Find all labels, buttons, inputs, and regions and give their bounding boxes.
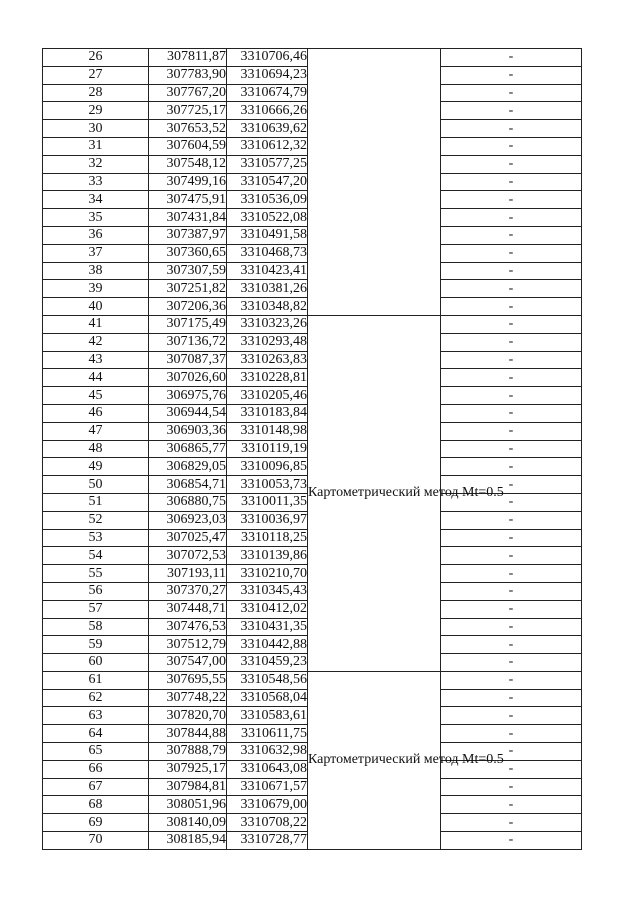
x-coordinate-cell: 306854,71	[149, 476, 227, 494]
coordinates-table	[42, 48, 582, 850]
point-number-cell: 33	[43, 173, 149, 191]
accuracy-cell: -	[441, 155, 582, 173]
point-number-cell: 57	[43, 600, 149, 618]
y-coordinate-cell: 3310442,88	[227, 636, 308, 654]
point-number-cell: 30	[43, 120, 149, 138]
x-coordinate-cell: 307175,49	[149, 315, 227, 333]
y-coordinate-cell: 3310728,77	[227, 832, 308, 850]
y-coordinate-cell: 3310548,56	[227, 671, 308, 689]
table-row	[43, 671, 582, 689]
point-number-cell: 45	[43, 387, 149, 405]
x-coordinate-cell: 307307,59	[149, 262, 227, 280]
x-coordinate-cell: 306903,36	[149, 422, 227, 440]
accuracy-cell: -	[441, 369, 582, 387]
x-coordinate-cell: 306944,54	[149, 404, 227, 422]
y-coordinate-cell: 3310412,02	[227, 600, 308, 618]
table-row	[43, 49, 582, 67]
x-coordinate-cell: 307811,87	[149, 49, 227, 67]
y-coordinate-cell: 3310577,25	[227, 155, 308, 173]
x-coordinate-cell: 307087,37	[149, 351, 227, 369]
point-number-cell: 48	[43, 440, 149, 458]
y-coordinate-cell: 3310293,48	[227, 333, 308, 351]
x-coordinate-cell: 307026,60	[149, 369, 227, 387]
point-number-cell: 34	[43, 191, 149, 209]
x-coordinate-cell: 307360,65	[149, 244, 227, 262]
y-coordinate-cell: 3310671,57	[227, 778, 308, 796]
x-coordinate-cell: 307695,55	[149, 671, 227, 689]
x-coordinate-cell: 307653,52	[149, 120, 227, 138]
point-number-cell: 26	[43, 49, 149, 67]
accuracy-cell: -	[441, 84, 582, 102]
y-coordinate-cell: 3310632,98	[227, 743, 308, 761]
accuracy-cell: -	[441, 547, 582, 565]
y-coordinate-cell: 3310345,43	[227, 582, 308, 600]
x-coordinate-cell: 307387,97	[149, 226, 227, 244]
x-coordinate-cell: 307844,88	[149, 725, 227, 743]
x-coordinate-cell: 306865,77	[149, 440, 227, 458]
point-number-cell: 31	[43, 137, 149, 155]
point-number-cell: 29	[43, 102, 149, 120]
x-coordinate-cell: 307025,47	[149, 529, 227, 547]
point-number-cell: 63	[43, 707, 149, 725]
y-coordinate-cell: 3310263,83	[227, 351, 308, 369]
accuracy-cell: -	[441, 760, 582, 778]
x-coordinate-cell: 306829,05	[149, 458, 227, 476]
point-number-cell: 28	[43, 84, 149, 102]
x-coordinate-cell: 306975,76	[149, 387, 227, 405]
table-row	[43, 315, 582, 333]
y-coordinate-cell: 3310210,70	[227, 565, 308, 583]
x-coordinate-cell: 307251,82	[149, 280, 227, 298]
x-coordinate-cell: 306923,03	[149, 511, 227, 529]
accuracy-cell: -	[441, 387, 582, 405]
y-coordinate-cell: 3310674,79	[227, 84, 308, 102]
point-number-cell: 35	[43, 209, 149, 227]
accuracy-cell: -	[441, 226, 582, 244]
x-coordinate-cell: 307548,12	[149, 155, 227, 173]
accuracy-cell: -	[441, 707, 582, 725]
y-coordinate-cell: 3310053,73	[227, 476, 308, 494]
accuracy-cell: -	[441, 511, 582, 529]
y-coordinate-cell: 3310431,35	[227, 618, 308, 636]
y-coordinate-cell: 3310583,61	[227, 707, 308, 725]
point-number-cell: 46	[43, 404, 149, 422]
x-coordinate-cell: 308051,96	[149, 796, 227, 814]
point-number-cell: 58	[43, 618, 149, 636]
accuracy-cell: -	[441, 636, 582, 654]
x-coordinate-cell: 307206,36	[149, 298, 227, 316]
y-coordinate-cell: 3310011,35	[227, 493, 308, 511]
accuracy-cell: -	[441, 280, 582, 298]
x-coordinate-cell: 307475,91	[149, 191, 227, 209]
y-coordinate-cell: 3310118,25	[227, 529, 308, 547]
point-number-cell: 43	[43, 351, 149, 369]
x-coordinate-cell: 307193,11	[149, 565, 227, 583]
x-coordinate-cell: 307512,79	[149, 636, 227, 654]
accuracy-cell: -	[441, 493, 582, 511]
y-coordinate-cell: 3310639,62	[227, 120, 308, 138]
x-coordinate-cell: 307725,17	[149, 102, 227, 120]
accuracy-cell: -	[441, 600, 582, 618]
point-number-cell: 41	[43, 315, 149, 333]
x-coordinate-cell: 307820,70	[149, 707, 227, 725]
point-number-cell: 62	[43, 689, 149, 707]
x-coordinate-cell: 307370,27	[149, 582, 227, 600]
accuracy-cell: -	[441, 743, 582, 761]
y-coordinate-cell: 3310183,84	[227, 404, 308, 422]
point-number-cell: 51	[43, 493, 149, 511]
x-coordinate-cell: 307136,72	[149, 333, 227, 351]
accuracy-cell: -	[441, 654, 582, 672]
point-number-cell: 65	[43, 743, 149, 761]
y-coordinate-cell: 3310706,46	[227, 49, 308, 67]
point-number-cell: 56	[43, 582, 149, 600]
accuracy-cell: -	[441, 796, 582, 814]
x-coordinate-cell: 307984,81	[149, 778, 227, 796]
point-number-cell: 47	[43, 422, 149, 440]
y-coordinate-cell: 3310459,23	[227, 654, 308, 672]
accuracy-cell: -	[441, 66, 582, 84]
point-number-cell: 52	[43, 511, 149, 529]
accuracy-cell: -	[441, 173, 582, 191]
y-coordinate-cell: 3310666,26	[227, 102, 308, 120]
point-number-cell: 64	[43, 725, 149, 743]
accuracy-cell: -	[441, 671, 582, 689]
y-coordinate-cell: 3310148,98	[227, 422, 308, 440]
y-coordinate-cell: 3310036,97	[227, 511, 308, 529]
y-coordinate-cell: 3310119,19	[227, 440, 308, 458]
accuracy-cell: -	[441, 476, 582, 494]
accuracy-cell: -	[441, 582, 582, 600]
accuracy-cell: -	[441, 244, 582, 262]
point-number-cell: 36	[43, 226, 149, 244]
accuracy-cell: -	[441, 49, 582, 67]
y-coordinate-cell: 3310423,41	[227, 262, 308, 280]
accuracy-cell: -	[441, 137, 582, 155]
x-coordinate-cell: 307748,22	[149, 689, 227, 707]
accuracy-cell: -	[441, 440, 582, 458]
accuracy-cell: -	[441, 565, 582, 583]
x-coordinate-cell: 307431,84	[149, 209, 227, 227]
x-coordinate-cell: 307499,16	[149, 173, 227, 191]
point-number-cell: 49	[43, 458, 149, 476]
point-number-cell: 32	[43, 155, 149, 173]
x-coordinate-cell: 307072,53	[149, 547, 227, 565]
y-coordinate-cell: 3310228,81	[227, 369, 308, 387]
accuracy-cell: -	[441, 191, 582, 209]
point-number-cell: 61	[43, 671, 149, 689]
point-number-cell: 37	[43, 244, 149, 262]
point-number-cell: 69	[43, 814, 149, 832]
y-coordinate-cell: 3310568,04	[227, 689, 308, 707]
x-coordinate-cell: 307925,17	[149, 760, 227, 778]
y-coordinate-cell: 3310611,75	[227, 725, 308, 743]
x-coordinate-cell: 307448,71	[149, 600, 227, 618]
accuracy-cell: -	[441, 814, 582, 832]
x-coordinate-cell: 307888,79	[149, 743, 227, 761]
accuracy-cell: -	[441, 458, 582, 476]
y-coordinate-cell: 3310205,46	[227, 387, 308, 405]
point-number-cell: 68	[43, 796, 149, 814]
y-coordinate-cell: 3310139,86	[227, 547, 308, 565]
x-coordinate-cell: 307767,20	[149, 84, 227, 102]
y-coordinate-cell: 3310491,58	[227, 226, 308, 244]
method-cell: Картометрический метод Mt=0.5	[308, 671, 441, 849]
x-coordinate-cell: 308140,09	[149, 814, 227, 832]
point-number-cell: 55	[43, 565, 149, 583]
point-number-cell: 42	[43, 333, 149, 351]
accuracy-cell: -	[441, 725, 582, 743]
accuracy-cell: -	[441, 404, 582, 422]
y-coordinate-cell: 3310522,08	[227, 209, 308, 227]
accuracy-cell: -	[441, 120, 582, 138]
y-coordinate-cell: 3310612,32	[227, 137, 308, 155]
point-number-cell: 70	[43, 832, 149, 850]
y-coordinate-cell: 3310679,00	[227, 796, 308, 814]
point-number-cell: 50	[43, 476, 149, 494]
accuracy-cell: -	[441, 351, 582, 369]
accuracy-cell: -	[441, 298, 582, 316]
accuracy-cell: -	[441, 422, 582, 440]
accuracy-cell: -	[441, 209, 582, 227]
x-coordinate-cell: 307604,59	[149, 137, 227, 155]
accuracy-cell: -	[441, 618, 582, 636]
point-number-cell: 67	[43, 778, 149, 796]
accuracy-cell: -	[441, 262, 582, 280]
accuracy-cell: -	[441, 689, 582, 707]
y-coordinate-cell: 3310643,08	[227, 760, 308, 778]
y-coordinate-cell: 3310694,23	[227, 66, 308, 84]
accuracy-cell: -	[441, 333, 582, 351]
point-number-cell: 54	[43, 547, 149, 565]
y-coordinate-cell: 3310348,82	[227, 298, 308, 316]
point-number-cell: 39	[43, 280, 149, 298]
y-coordinate-cell: 3310323,26	[227, 315, 308, 333]
method-cell: Картометрический метод Mt=0.5	[308, 315, 441, 671]
accuracy-cell: -	[441, 102, 582, 120]
point-number-cell: 53	[43, 529, 149, 547]
x-coordinate-cell: 308185,94	[149, 832, 227, 850]
accuracy-cell: -	[441, 778, 582, 796]
point-number-cell: 27	[43, 66, 149, 84]
point-number-cell: 38	[43, 262, 149, 280]
point-number-cell: 59	[43, 636, 149, 654]
y-coordinate-cell: 3310708,22	[227, 814, 308, 832]
x-coordinate-cell: 307476,53	[149, 618, 227, 636]
y-coordinate-cell: 3310536,09	[227, 191, 308, 209]
x-coordinate-cell: 306880,75	[149, 493, 227, 511]
x-coordinate-cell: 307783,90	[149, 66, 227, 84]
point-number-cell: 66	[43, 760, 149, 778]
y-coordinate-cell: 3310096,85	[227, 458, 308, 476]
accuracy-cell: -	[441, 315, 582, 333]
y-coordinate-cell: 3310547,20	[227, 173, 308, 191]
accuracy-cell: -	[441, 529, 582, 547]
accuracy-cell: -	[441, 832, 582, 850]
y-coordinate-cell: 3310468,73	[227, 244, 308, 262]
coordinates-table-body	[43, 49, 582, 850]
point-number-cell: 40	[43, 298, 149, 316]
x-coordinate-cell: 307547,00	[149, 654, 227, 672]
point-number-cell: 44	[43, 369, 149, 387]
method-cell	[308, 49, 441, 316]
point-number-cell: 60	[43, 654, 149, 672]
y-coordinate-cell: 3310381,26	[227, 280, 308, 298]
